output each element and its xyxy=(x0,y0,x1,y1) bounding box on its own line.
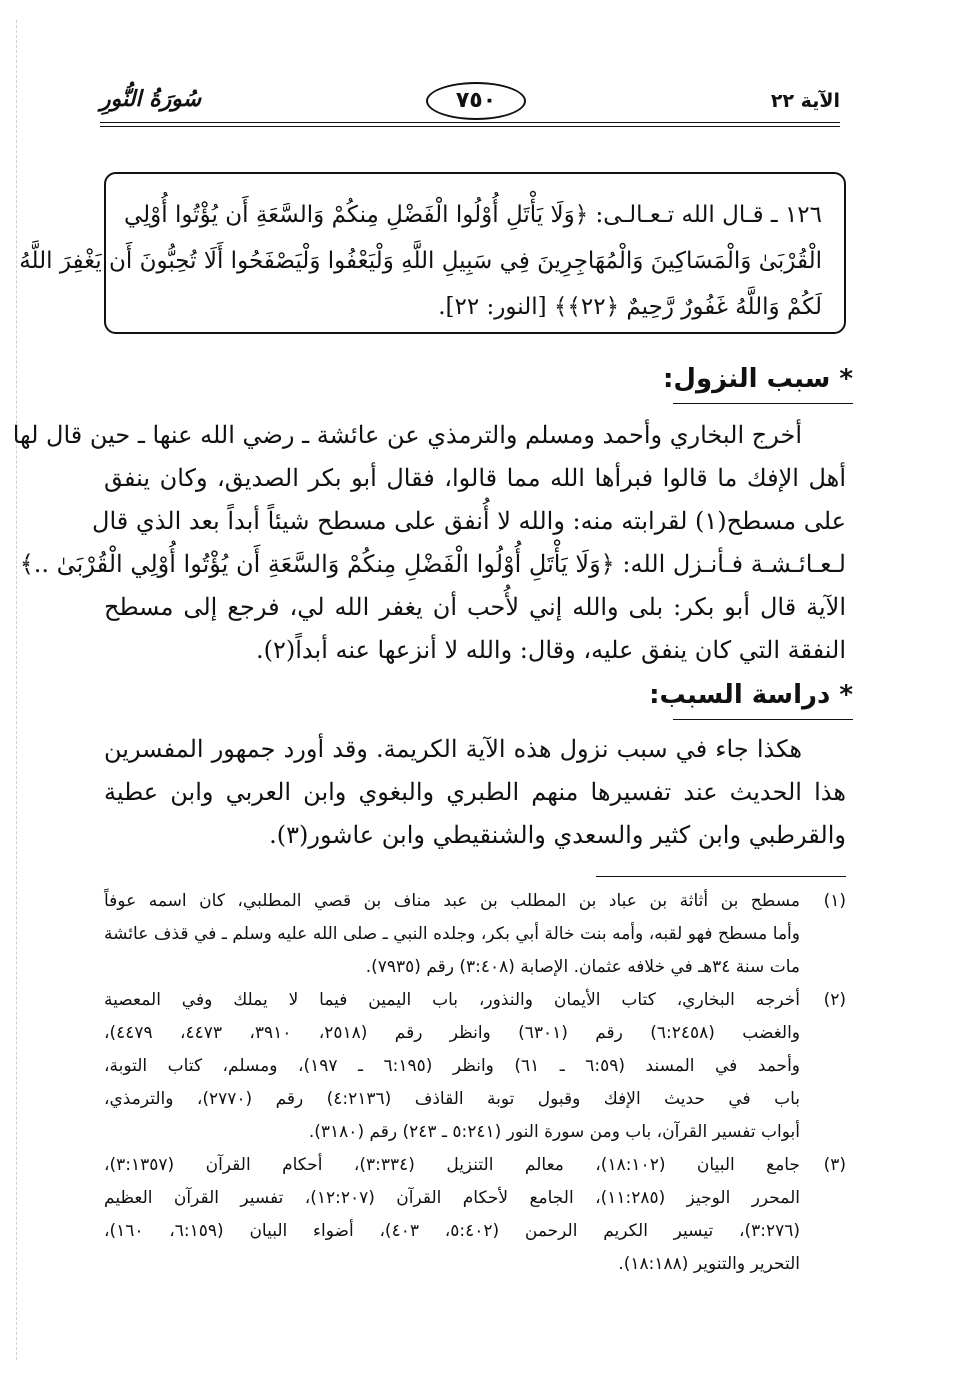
footnote-line: جامع البيان (١٨:١٠٢)، معالم التنزيل (٣:٣٣٤)، أحكام القرآن (٣:١٣٥٧)، xyxy=(104,1155,800,1175)
revelation-cause-text xyxy=(12,414,846,672)
footnote-1 xyxy=(104,885,846,984)
footnote-number: (٢) xyxy=(823,990,846,1010)
page-number: ٧٥٠ xyxy=(426,82,526,120)
cause-study-text xyxy=(104,728,846,857)
footnote-number: (٣) xyxy=(823,1155,846,1175)
footnote-2 xyxy=(104,984,846,1149)
section-title-cause-study: * دراسة السبب: xyxy=(649,680,853,710)
header-rule xyxy=(100,122,840,123)
paragraph-line: والقرطبي وابن كثير والسعدي والشنقيطي وابن عاشور(٣). xyxy=(269,821,846,849)
paragraph-line: الآية قال أبو بكر: بلى والله إني لأُحب أن يغفر الله لي، فرجع إلى مسطح xyxy=(104,593,846,621)
footnote-line: وأحمد في المسند (٦:٥٩ ـ ٦١) وانظر (٦:١٩٥ ـ ١٩٧)، ومسلم، كتاب التوبة، xyxy=(104,1056,801,1076)
footnote-line: أخرجه البخاري، كتاب الأيمان والنذور، باب اليمين فيما لا يملك وفي المعصية xyxy=(104,990,800,1010)
footnote-line: والغضب (٦:٢٤٥٨) رقم (٦٣٠١) وانظر رقم (٢٥١٨، ٣٩١٠، ٤٤٧٣، ٤٤٧٩)، xyxy=(104,1023,801,1043)
header-rule-thin xyxy=(100,126,840,127)
footnotes xyxy=(104,885,846,1281)
verse-line: الْقُرْبَىٰ وَالْمَسَاكِينَ وَالْمُهَاجِرِينَ فِي سَبِيلِ اللَّهِ وَلْيَعْفُوا وَلْيَصْفَحُوا أَلَا تُحِبُّونَ أَن يَغْفِرَ اللَّهُ xyxy=(19,248,822,274)
ayah-label: الآية ٢٢ xyxy=(770,90,840,112)
footnote-3 xyxy=(104,1149,846,1281)
section-title-revelation-cause: * سبب النزول: xyxy=(663,364,853,394)
footnote-line: مسطح بن أثاثة بن عباد بن المطلب بن عبد مناف بن قصي المطلبي، كان اسمه عوفاً xyxy=(104,891,800,911)
section-title-underline xyxy=(673,719,853,720)
footnote-line: المحرر الوجيز (١١:٢٨٥)، الجامع لأحكام القرآن (١٢:٢٠٧)، تفسير القرآن العظيم xyxy=(104,1188,801,1208)
footnote-line: (٣:٢٧٦)، تيسير الكريم الرحمن (٥:٤٠٢، ٤٠٣)، أضواء البيان (٦:١٥٩، ١٦٠)، xyxy=(104,1221,800,1241)
verse-box xyxy=(19,172,846,334)
paragraph-line: أخرج البخاري وأحمد ومسلم والترمذي عن عائشة ـ رضي الله عنها ـ حين قال لها xyxy=(12,421,802,449)
paragraph-line: على مسطح(١) لقرابته منه: والله لا أُنفق على مسطح شيئاً أبداً بعد الذي قال xyxy=(92,507,846,535)
paragraph-line: هذا الحديث عند تفسيرها منهم الطبري والبغوي وابن العربي وابن عطية xyxy=(104,778,847,806)
section-title-underline xyxy=(673,403,853,404)
footnote-separator xyxy=(596,876,846,877)
paragraph-line: النفقة التي كان ينفق عليه، وقال: والله لا أنزعها عنه أبداً(٢). xyxy=(256,636,846,664)
footnote-line: مات سنة ٣٤هـ في خلافه عثمان. الإصابة (٣:٤٠٨) رقم (٧٩٣٥). xyxy=(365,957,800,977)
footnote-line: أبواب تفسير القرآن، باب ومن سورة النور (٥:٢٤١ ـ ٢٤٣) رقم (٣١٨٠). xyxy=(308,1122,800,1142)
surah-title: سُورَةُ النُّورِ xyxy=(100,86,202,112)
scan-margin-line xyxy=(16,20,18,1360)
footnote-number: (١) xyxy=(823,891,846,911)
page-header xyxy=(100,80,840,128)
footnote-line: باب في حديث الإفك وقبول توبة القاذف (٤:٢١٣٦) رقم (٢٧٧٠)، والترمذي، xyxy=(104,1089,801,1109)
footnote-line: التحرير والتنوير (١٨:١٨٨). xyxy=(618,1254,800,1274)
paragraph-line: أهل الإفك ما قالوا فبرأها الله مما قالوا، فقال أبو بكر الصديق، وكان ينفق xyxy=(104,464,846,492)
paragraph-line: لـعـائـشـة فـأنـزل الله: ﴿وَلَا يَأْتَلِ أُوْلُوا الْفَضْلِ مِنكُمْ وَالسَّعَةِ أَن يُؤْتُوا أُوْلِي الْقُرْبَىٰ ..﴾ xyxy=(19,550,846,578)
footnote-line: وأما مسطح فهو لقبه، وأمه بنت خالة أبي بكر، وجلده النبي ـ صلى الله عليه وسلم ـ في قذف عائشة xyxy=(104,924,800,944)
verse-line: لَكُمْ وَاللَّهُ غَفُورٌ رَّحِيمٌ ﴿٢٢﴾﴾ [النور: ٢٢]. xyxy=(438,294,822,320)
verse-line: ١٢٦ ـ قـال الله تـعـالـى: ﴿وَلَا يَأْتَلِ أُوْلُوا الْفَضْلِ مِنكُمْ وَالسَّعَةِ أَن يُؤْتُوا أُوْلِي xyxy=(123,202,822,228)
paragraph-line: هكذا جاء في سبب نزول هذه الآية الكريمة. وقد أورد جمهور المفسرين xyxy=(104,735,802,763)
